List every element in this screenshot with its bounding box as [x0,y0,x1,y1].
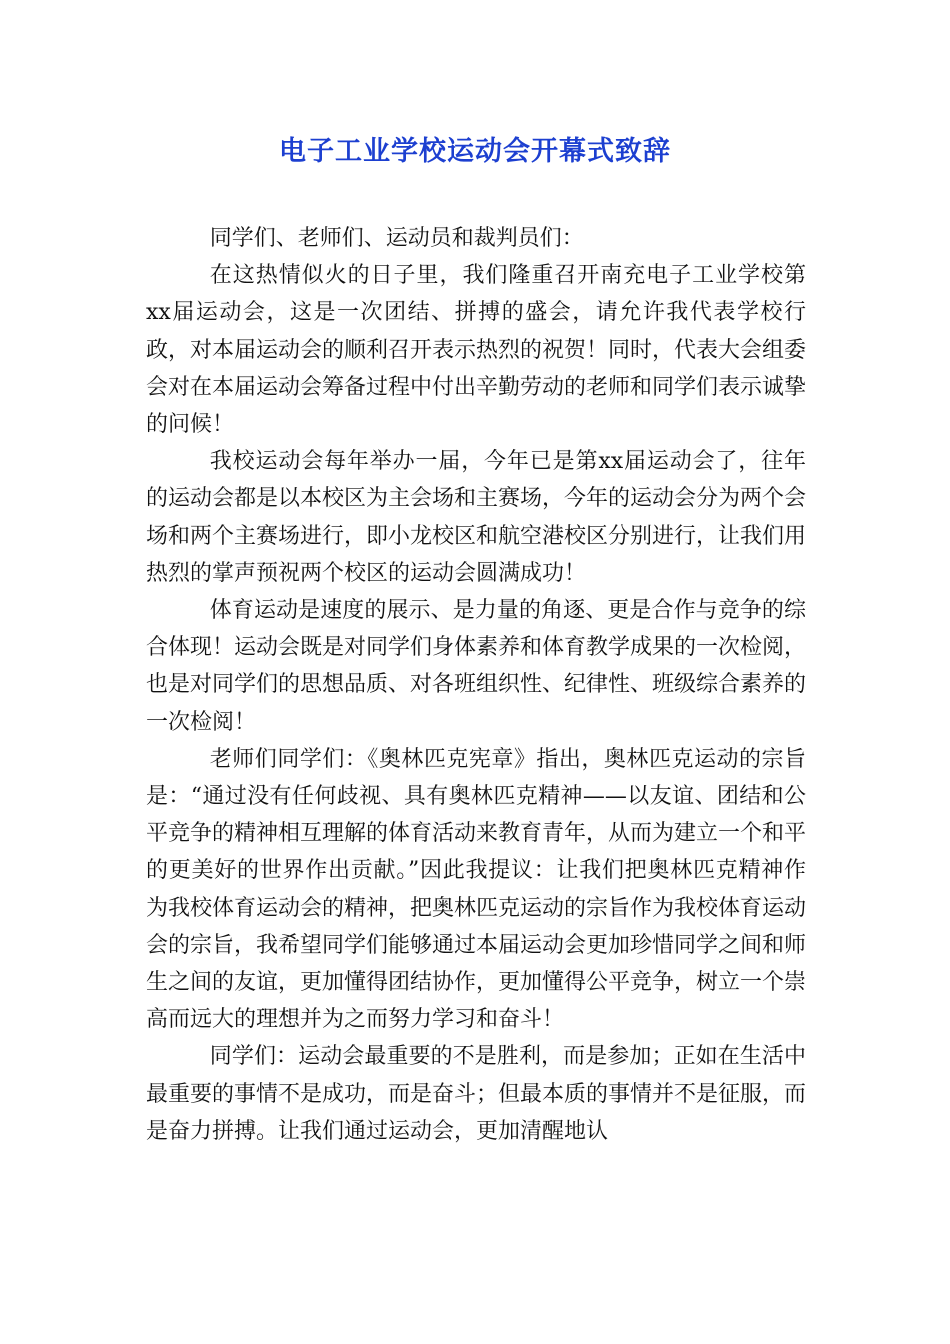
paragraph-venues: 我校运动会每年举办一届，今年已是第xx届运动会了，往年的运动会都是以本校区为主会场和主赛场，今年的运动会分为两个会场和两个主赛场进行，即小龙校区和航空港校区分别进行，让我们用热烈的掌声预祝两个校区的运动会圆满成功！ [146,449,807,586]
paragraph-sports-spirit: 体育运动是速度的展示、是力量的角逐、更是合作与竞争的综合体现！运动会既是对同学们身体素养和体育教学成果的一次检阅，也是对同学们的思想品质、对各班组织性、纪律性、班级综合素养的一次检阅！ [146,598,807,735]
document-title: 电子工业学校运动会开幕式致辞 [279,136,671,167]
paragraph-participation: 同学们：运动会最重要的不是胜利，而是参加；正如在生活中最重要的事情不是成功，而是奋斗；但最本质的事情并不是征服，而是奋力拼搏。让我们通过运动会，更加清醒地认 [146,1044,807,1144]
paragraph-olympic-charter: 老师们同学们：《奥林匹克宪章》指出，奥林匹克运动的宗旨是：“通过没有任何歧视、具有奥林匹克精神——以友谊、团结和公平竞争的精神相互理解的体育活动来教育青年，从而为建立一个和平的更美好的世界作出贡献。”因此我提议：让我们把奥林匹克精神作为我校体育运动会的精神，把奥林匹克运动的宗旨作为我校体育运动会的宗旨，我希望同学们能够通过本届运动会更加珍惜同学之间和师生之间的友谊，更加懂得团结协作，更加懂得公平竞争，树立一个崇高而远大的理想并为之而努力学习和奋斗！ [146,746,807,1033]
paragraph-opening: 在这热情似火的日子里，我们隆重召开南充电子工业学校第xx届运动会，这是一次团结、拼搏的盛会，请允许我代表学校行政，对本届运动会的顺利召开表示热烈的祝贺！同时，代表大会组委会对在本届运动会筹备过程中付出辛勤劳动的老师和同学们表示诚挚的问候！ [146,263,807,438]
document-body [146,220,806,1150]
paragraph-greeting: 同学们、老师们、运动员和裁判员们： [209,226,584,251]
